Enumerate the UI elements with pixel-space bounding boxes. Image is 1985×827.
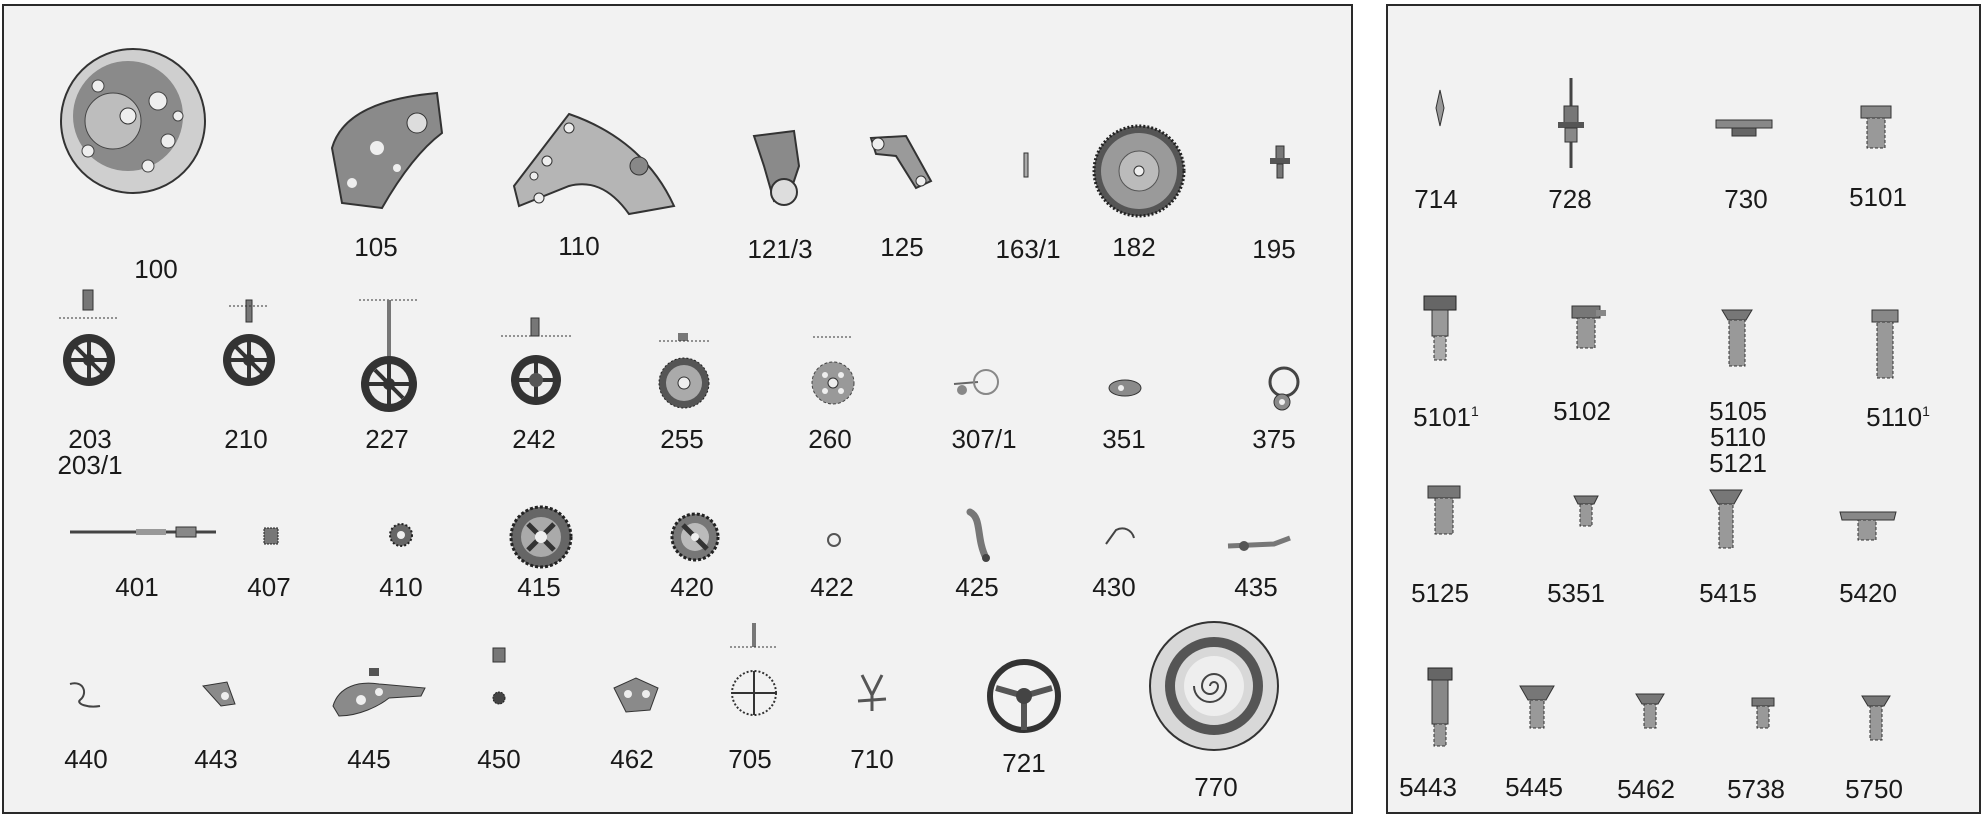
part-number-163-1: 163/1: [995, 234, 1061, 264]
wheel-203-image: [59, 288, 119, 388]
part-number-5420: 5420: [1839, 578, 1897, 608]
part-number-100: 100: [134, 254, 178, 284]
balance-705-image: [726, 621, 782, 721]
balance-spring-770-image: [1146, 618, 1282, 754]
roller-730-image: [1714, 116, 1774, 140]
screw-5351-image: [1572, 494, 1600, 530]
lever-462-image: [610, 674, 662, 716]
lever-121-image: [749, 126, 819, 211]
wheel-255-image: [654, 331, 714, 411]
part-number-5445: 5445: [1505, 772, 1563, 802]
lever-435-image: [1224, 534, 1294, 560]
bridge-image: [322, 88, 447, 213]
part-number-401: 401: [115, 572, 159, 602]
part-number-110: 110: [558, 231, 600, 261]
screw-5462-image: [1634, 692, 1666, 732]
part-numbers-5105: [1709, 398, 1767, 476]
part-number-730: 730: [1724, 184, 1768, 214]
wheel-182-image: [1092, 124, 1186, 218]
part-number-5443: 5443: [1399, 772, 1457, 802]
part-number-430: 430: [1092, 572, 1136, 602]
part-number-462: 462: [610, 744, 654, 774]
wheel-415-image: [508, 504, 574, 570]
screw-5750-image: [1860, 694, 1892, 744]
screw-5102-image: [1566, 304, 1610, 354]
stem-401-image: [66, 524, 226, 540]
part-number-440: 440: [64, 744, 108, 774]
screw-5420-image: [1838, 506, 1898, 546]
part-number-5462: 5462: [1617, 774, 1675, 804]
part-number-5738: 5738: [1727, 774, 1785, 804]
bridge-110-image: [509, 106, 679, 216]
screw-5125-image: [1424, 484, 1464, 538]
part-number-710: 710: [850, 744, 894, 774]
part-number-5101-1: [1413, 398, 1479, 430]
pin-714-image: [1434, 88, 1446, 128]
part-number-728: 728: [1548, 184, 1592, 214]
screw-5101-image: [1858, 102, 1894, 152]
part-number-182: 182: [1112, 232, 1156, 262]
part-number-307-1: 307/1: [951, 424, 1017, 454]
part-number-5105: 5105: [1709, 396, 1767, 426]
part-number-721: 721: [1002, 748, 1046, 778]
part-number-705: 705: [728, 744, 772, 774]
part-number-5101: 5101: [1849, 182, 1907, 212]
pinion-410-image: [387, 521, 415, 549]
part-number-425: 425: [955, 572, 999, 602]
screw-5443-image: [1420, 666, 1460, 750]
part-numbers-203: [57, 426, 122, 478]
part-number-714: 714: [1414, 184, 1458, 214]
part-number-443: 443: [194, 744, 238, 774]
spring-307-image: [950, 364, 1006, 404]
part-number-203: 203: [68, 424, 112, 454]
ring-422-image: [826, 532, 842, 548]
part-number-351: 351: [1102, 424, 1146, 454]
part-number-242: 242: [512, 424, 556, 454]
part-number-5415: 5415: [1699, 578, 1757, 608]
pinion-450-image: [484, 646, 514, 706]
part-number-445: 445: [347, 744, 391, 774]
screw-5445-image: [1518, 684, 1556, 732]
part-number-5101-1-main: 5101: [1413, 402, 1472, 432]
pinion-407-image: [262, 526, 280, 546]
part-number-375: 375: [1252, 424, 1296, 454]
lever-443-image: [199, 676, 241, 710]
part-number-210: 210: [224, 424, 268, 454]
part-number-407: 407: [247, 572, 291, 602]
right-parts-panel: [1386, 4, 1981, 814]
wheel-420-image: [669, 511, 721, 563]
part-number-410: 410: [379, 572, 423, 602]
wheel-227-image: [354, 296, 424, 416]
part-number-5102: 5102: [1553, 396, 1611, 426]
screw-5110-1-image: [1868, 308, 1902, 382]
part-number-5750: 5750: [1845, 774, 1903, 804]
part-number-450: 450: [477, 744, 521, 774]
left-parts-panel: [2, 4, 1353, 814]
part-number-255: 255: [660, 424, 704, 454]
part-number-5110-1: [1866, 398, 1930, 430]
part-number-420: 420: [670, 572, 714, 602]
screw-5105-image: [1720, 306, 1754, 370]
part-number-5110-1-sup: 1: [1922, 403, 1930, 419]
staff-728-image: [1556, 76, 1586, 171]
wheel-210-image: [219, 298, 279, 388]
part-number-125: 125: [880, 232, 924, 262]
spring-351-image: [1107, 376, 1143, 400]
part-number-415: 415: [517, 572, 561, 602]
screw-5738-image: [1750, 696, 1776, 732]
spring-430-image: [1102, 524, 1138, 548]
part-number-227: 227: [365, 424, 409, 454]
lever-125-image: [866, 126, 936, 196]
part-number-105: 105: [354, 232, 398, 262]
lever-425-image: [964, 508, 996, 566]
part-number-5101-1-sup: 1: [1471, 403, 1479, 419]
stud-195-image: [1267, 144, 1293, 180]
part-number-121-3: 121/3: [747, 234, 813, 264]
part-number-195: 195: [1252, 234, 1296, 264]
jumper-375-image: [1264, 364, 1304, 414]
fork-710-image: [854, 671, 894, 716]
wheel-260-image: [808, 331, 858, 406]
screw-5415-image: [1708, 488, 1744, 554]
part-number-5110: 5110: [1710, 422, 1766, 452]
spring-440-image: [64, 678, 106, 710]
part-number-5110-1-main: 5110: [1866, 402, 1923, 432]
mainplate-image: [58, 46, 208, 196]
part-number-5351: 5351: [1547, 578, 1605, 608]
part-number-770: 770: [1194, 772, 1238, 802]
part-number-422: 422: [810, 572, 854, 602]
pin-163-image: [1020, 151, 1032, 179]
part-number-260: 260: [808, 424, 852, 454]
part-number-435: 435: [1234, 572, 1278, 602]
balance-721-image: [986, 658, 1062, 734]
part-number-5125: 5125: [1411, 578, 1469, 608]
screw-5101-1-image: [1420, 294, 1460, 364]
wheel-242-image: [501, 316, 571, 411]
lever-445-image: [329, 666, 429, 721]
part-number-203-1: 203/1: [57, 450, 123, 480]
part-number-5121: 5121: [1709, 448, 1767, 478]
